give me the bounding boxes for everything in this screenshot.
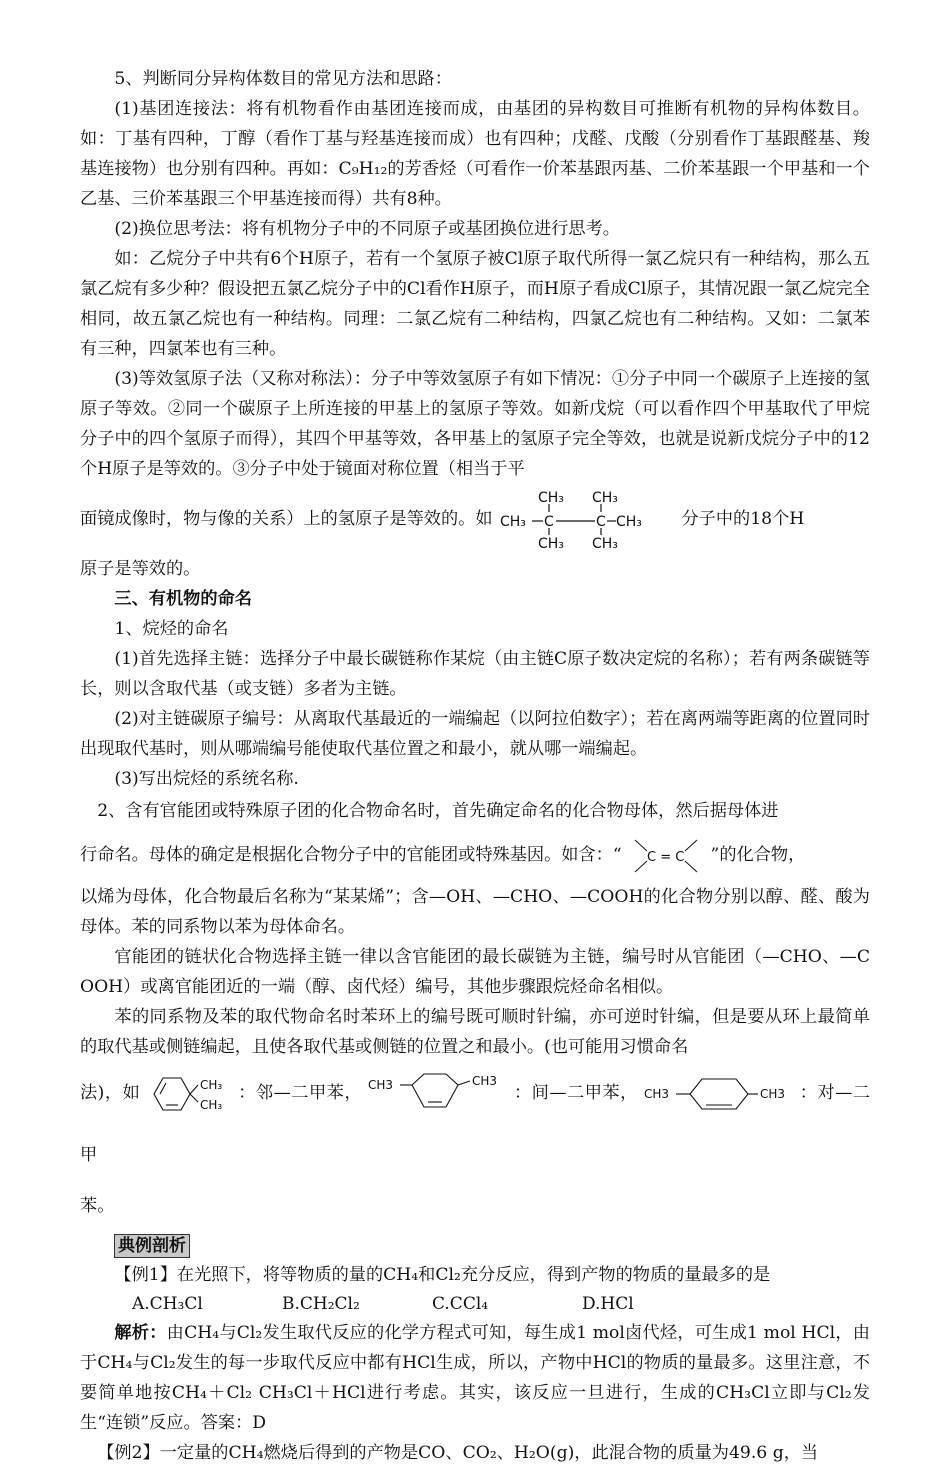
structure-ch3-top-right: CH₃ [591,489,618,506]
structure-ch3-left: CH₃ [499,513,526,530]
meta-ch3-left: CH3 [368,1077,394,1092]
functional-text-before: 行命名。母体的确定是根据化合物分子中的官能团或特殊基因。如含：“ [80,845,622,865]
alkene-double-bond-structure [627,834,705,878]
functional-text-after: ”的化合物， [710,845,806,865]
alkane-naming-heading: 1、烷烃的命名 [114,619,229,639]
ortho-xylene-structure [146,1069,232,1119]
functional-naming-line-2 [80,828,870,882]
structure-c-left: C [543,513,554,530]
example-2-question [80,1438,870,1468]
example-1-text: 在光照下，将等物质的量的CH₄和Cl₂充分反应，得到产物的物质的量最多的是 [176,1265,771,1285]
method-3-text-before: 面镜成像时，物与像的关系）上的氢原子是等效的。如 [80,509,493,529]
section-5-title: 5、判断同分异构体数目的常见方法和思路： [114,69,452,89]
analysis-text: 由CH₄与Cl₂发生取代反应的化学方程式可知，每生成1 mol卤代烃，可生成1 mol HCl，由于CH₄与Cl₂发生的每一步取代反应中都有HCl生成，所以，产物中HCl的物质的量最多。这里注意，不要简单地按CH₄＋Cl₂ CH₃Cl＋HCl进行考虑。其实，该反应一旦进行，生成的CH₃Cl立即与Cl₂发生“连锁”反应。答案：D [80,1323,870,1433]
example-2-label: 【例2】 [97,1443,160,1463]
method-3-formula-line [80,484,870,554]
examples-tag: 典例剖析 [114,1234,190,1258]
meta-ch3-right: CH3 [472,1073,498,1088]
meta-xylene-structure [368,1069,508,1119]
hexamethylethane-structure [498,490,676,550]
method-2-paragraph: (2)换位思考法：将有机物分子中的不同原子或基团换位进行思考。 [114,219,620,239]
ortho-ch3-bottom: CH₃ [200,1097,223,1112]
example-2-text: 一定量的CH₄燃烧后得到的产物是CO、CO₂、H₂O(g)，此混合物的质量为49.6 g，当 [159,1443,819,1463]
option-c: C.CCl₄ [432,1294,489,1314]
alkane-rule-2: (2)对主链碳原子编号：从离取代基最近的一端编起（以阿拉伯数字）；若在离两端等距离的位置同时出现取代基时，则从哪端编号能使取代基位置之和最小，就从哪一端编起。 [80,709,870,759]
example-1-analysis [80,1318,870,1438]
ortho-xylene-label: ：邻—二甲苯， [238,1083,363,1103]
para-ch3-right: CH3 [759,1086,785,1101]
alkane-rule-1: (1)首先选择主链：选择分子中最长碳链称作某烷（由主链C原子数决定烷的名称）；若有两条碳链等长，则以含取代基（或支链）多者为主链。 [80,649,870,699]
para-ch3-left: CH3 [643,1086,669,1101]
structure-ch3-right: CH₃ [615,513,642,530]
para-xylene-structure [644,1069,794,1119]
structure-ch3-bottom-left: CH₃ [537,535,564,550]
ortho-ch3-top: CH₃ [200,1077,223,1092]
para-xylene-label: ：对—二甲 [80,1083,870,1165]
example-1-options [80,1290,870,1318]
xylene-intro: 法)，如 [80,1083,141,1103]
method-3-text-after: 分子中的18个H [681,509,805,529]
structure-c-right: C [595,513,606,530]
meta-xylene-label: ：间—二甲苯， [513,1083,638,1103]
alkene-cc-label: C = C [647,849,685,865]
analysis-label: 解析： [114,1323,167,1343]
structure-ch3-top-left: CH₃ [537,489,564,506]
method-3-ending: 原子是等效的。 [80,559,201,579]
option-b: B.CH₂Cl₂ [282,1294,360,1314]
alkane-rule-3: (3)写出烷烃的系统名称. [114,769,299,789]
functional-naming-line-1: 2、含有官能团或特殊原子团的化合物命名时，首先确定命名的化合物母体，然后据母体进 [97,801,779,821]
document-page [80,64,870,1468]
method-3-paragraph: (3)等效氢原子法（又称对称法）：分子中等效氢原子有如下情况：①分子中同一个碳原子上连接的氢原子等效。②同一个碳原子上所连接的甲基上的氢原子等效。如新戊烷（可以看作四个甲基取代了甲烷分子中的四个氢原子而得），其四个甲基等效，各甲基上的氢原子完全等效，也就是说新戊烷分子中的12个H原子是等效的。③分子中处于镜面对称位置（相当于平 [80,369,870,479]
examples-tag-row [80,1232,870,1260]
functional-naming-line-3: 以烯为母体，化合物最后名称为“某某烯”；含—OH、—CHO、—COOH的化合物分别以醇、醛、酸为母体。苯的同系物以苯为母体命名。 [80,887,870,937]
xylene-examples-line [80,1062,870,1186]
chain-naming-paragraph: 官能团的链状化合物选择主链一律以含官能团的最长碳链为主链，编号时从官能团（—CHO、—COOH）或离官能团近的一端（醇、卤代烃）编号，其他步骤跟烷烃命名相似。 [80,947,870,997]
benzene-naming-paragraph: 苯的同系物及苯的取代物命名时苯环上的编号既可顺时针编，亦可逆时针编，但是要从环上最简单的取代基或侧链编起，且使各取代基或侧链的位置之和最小。(也可能用习惯命名 [80,1007,870,1057]
method-1-paragraph: (1)基团连接法：将有机物看作由基团连接而成，由基团的异构数目可推断有机物的异构体数目。如：丁基有四种，丁醇（看作丁基与羟基连接而成）也有四种；戊醛、戊酸（分别看作丁基跟醛基、羧基连接物）也分别有四种。再如：C₉H₁₂的芳香烃（可看作一价苯基跟丙基、二价苯基跟一个甲基和一个乙基、三价苯基跟三个甲基连接而得）共有8种。 [80,99,870,209]
option-a: A.CH₃Cl [132,1294,203,1314]
method-2-example: 如：乙烷分子中共有6个H原子，若有一个氢原子被Cl原子取代所得一氯乙烷只有一种结构，那么五氯乙烷有多少种？假设把五氯乙烷分子中的Cl看作H原子，而H原子看成Cl原子，其情况跟一氯乙烷完全相同，故五氯乙烷也有一种结构。同理：二氯乙烷有二种结构，四氯乙烷也有二种结构。又如：二氯苯有三种，四氯苯也有三种。 [80,249,870,359]
xylene-ending: 苯。 [80,1196,115,1216]
structure-ch3-bottom-right: CH₃ [591,535,618,550]
option-d: D.HCl [582,1294,634,1314]
example-1-question [80,1260,870,1290]
example-1-label: 【例1】 [114,1265,177,1285]
section-3-heading: 三、有机物的命名 [114,589,252,609]
